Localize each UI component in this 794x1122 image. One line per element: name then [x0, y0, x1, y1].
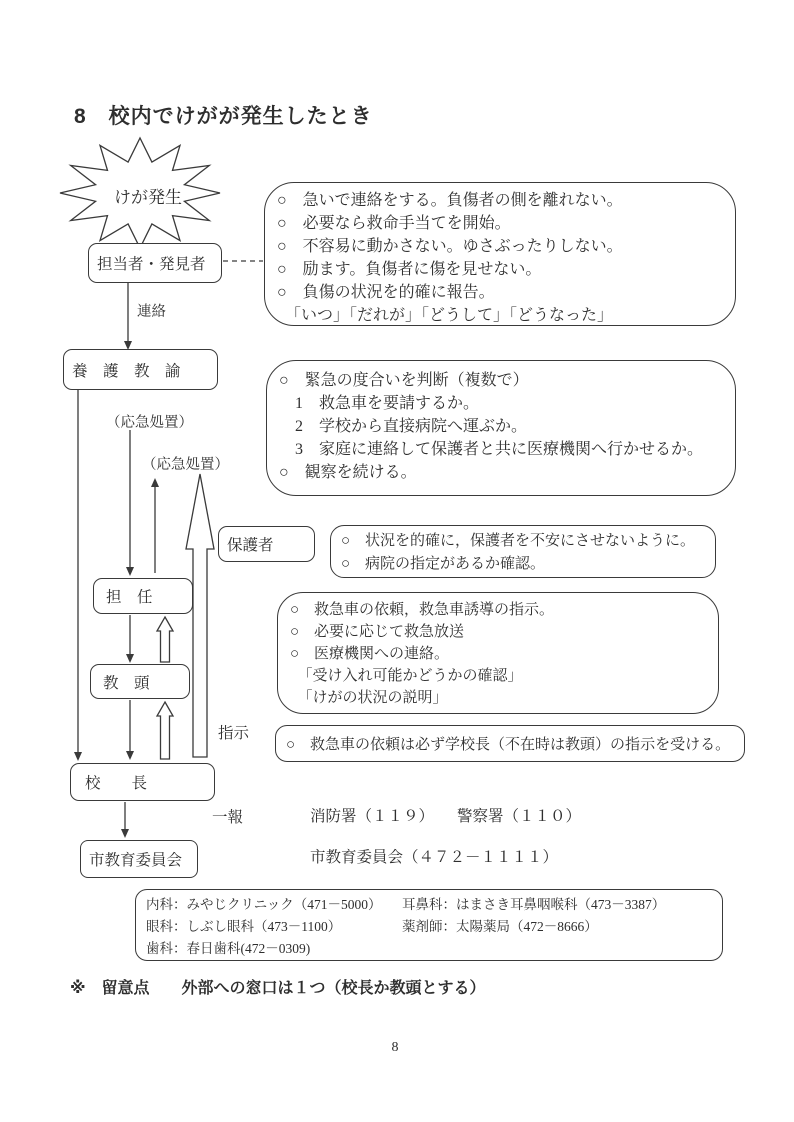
arrow-nurse-to-principal: [74, 390, 82, 761]
node-principal: [70, 763, 215, 801]
callout-line: ○ 必要なら救命手当てを開始。: [277, 215, 511, 232]
block-arrow-report-up: [186, 474, 214, 757]
callout-line: 「けがの状況の説明」: [290, 690, 448, 706]
clinic-cell: 歯科：春日歯科(472－0309): [146, 941, 311, 956]
clinic-cell: 耳鼻科：はまさき耳鼻咽喉科（473－3387）: [402, 897, 666, 912]
node-city-board: [80, 840, 198, 878]
callout-line: ○ 医療機関への連絡。: [290, 646, 450, 662]
injury-burst-label: けが発生: [114, 188, 182, 207]
callout-line: 3 家庭に連絡して保護者と共に医療機関へ行かせるか。: [279, 441, 704, 458]
arrow-first-aid-up: [151, 478, 159, 573]
page-number: 8: [391, 1040, 399, 1055]
clinic-cell: 内科：みやじクリニック（471－5000）: [146, 897, 382, 912]
attention-note: ※ 留意点 外部への窓口は１つ（校長か教頭とする）: [70, 980, 486, 997]
label-contact: 連絡: [137, 304, 166, 320]
callout-staff: [277, 592, 719, 714]
node-guardian-label: 保護者: [227, 537, 274, 554]
fire-department-number: 消防署（１１９）: [310, 808, 435, 825]
callout-line: ○ 状況を的確に，保護者を不安にさせないように。: [341, 533, 696, 549]
callout-line: ○ 負傷の状況を的確に報告。: [277, 284, 495, 301]
city-board-number: 市教育委員会（４７２－１１１１）: [310, 849, 559, 866]
node-nurse-label: 養 護 教 諭: [72, 362, 181, 380]
node-nurse: [63, 349, 218, 390]
callout-line: ○ 不容易に動かさない。ゆさぶったりしない。: [277, 238, 623, 255]
label-instruction: 指示: [218, 725, 250, 742]
node-city-board-label: 市教育委員会: [89, 852, 183, 869]
node-homeroom-label: 担 任: [106, 589, 153, 606]
arrow-principal-to-board: [121, 802, 129, 838]
arrow-contact: [124, 283, 132, 350]
label-first-aid-down: （応急処置）: [106, 415, 193, 431]
clinic-cell: 薬剤師：太陽薬局（472－8666）: [402, 919, 598, 934]
callout-line: 1 救急車を要請するか。: [279, 395, 480, 412]
callout-discoverer: [264, 182, 736, 326]
callout-line: ○ 救急車の依頼，救急車誘導の指示。: [290, 602, 555, 618]
callout-nurse: [266, 360, 736, 496]
clinic-row: [146, 916, 722, 938]
arrow-homeroom-to-vice: [126, 615, 134, 663]
callout-line: ○ 観察を続ける。: [279, 464, 417, 481]
callout-line: ○ 緊急の度合いを判断（複数で）: [279, 372, 529, 389]
node-guardian: [218, 526, 315, 562]
callout-guardian: [330, 525, 716, 578]
clinic-row: [146, 894, 722, 916]
clinic-contacts-box: [135, 889, 723, 961]
block-arrow-principal-to-vice: [157, 702, 173, 759]
callout-principal-rule: [275, 725, 745, 762]
emergency-numbers-row: [310, 804, 581, 826]
callout-line: 「いつ」「だれが」「どうして」「どうなった」: [277, 307, 614, 324]
block-arrow-vice-to-homeroom: [157, 617, 173, 662]
arrow-vice-to-principal: [126, 700, 134, 760]
callout-line: ○ 病院の指定があるか確認。: [341, 556, 546, 572]
node-vice-principal-label: 教 頭: [103, 674, 150, 692]
police-number: 警察署（１１０）: [457, 808, 582, 825]
node-principal-label: 校 長: [85, 775, 148, 792]
callout-line: ○ 励ます。負傷者に傷を見せない。: [277, 261, 542, 278]
page-title: 8 校内でけがが発生したとき: [74, 105, 373, 128]
callout-line: ○ 必要に応じて救急放送: [290, 624, 465, 640]
callout-line: ○ 急いで連絡をする。負傷者の側を離れない。: [277, 192, 623, 209]
callout-line: 「受け入れ可能かどうかの確認」: [290, 668, 523, 684]
node-discoverer: [88, 243, 222, 283]
callout-line: ○ 救急車の依頼は必ず学校長（不在時は教頭）の指示を受ける。: [286, 737, 731, 753]
node-homeroom-teacher: [93, 578, 193, 614]
arrow-first-aid-down: [126, 430, 134, 576]
node-vice-principal: [90, 664, 190, 699]
label-first-aid-up: （応急処置）: [142, 457, 229, 473]
clinic-cell: 眼科：しぶし眼科（473－1100）: [146, 919, 342, 934]
label-first-report: 一報: [212, 809, 244, 826]
node-discoverer-label: 担当者・発見者: [97, 256, 206, 273]
callout-line: 2 学校から直接病院へ運ぶか。: [279, 418, 528, 435]
clinic-row: [146, 938, 722, 960]
